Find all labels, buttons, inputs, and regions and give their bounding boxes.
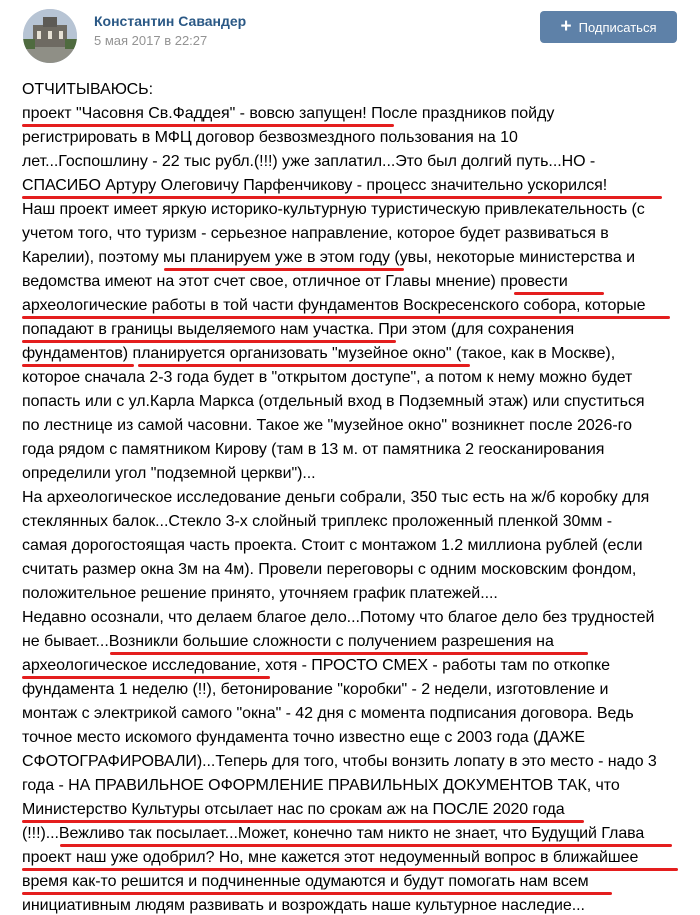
red-underline xyxy=(22,316,670,319)
red-underline xyxy=(22,676,270,679)
post-line: Министерство Культуры отсылает нас по срокам аж на ПОСЛЕ 2020 года xyxy=(22,801,565,818)
red-underline xyxy=(22,868,678,871)
post-line: инициативным людям развивать и возрождать наше культурное наследие... xyxy=(22,897,585,914)
red-underline xyxy=(138,364,470,367)
post-line: самая дорогостоящая часть проекта. Стоит с монтажом 1.2 миллиона рублей (если xyxy=(22,537,643,554)
post-line: проект наш уже одобрил? Но, мне кажется этот недоуменный вопрос в ближайшее xyxy=(22,849,639,866)
post-line: ведомства имеют на этот счет свое, отличное от Главы мнение) провести xyxy=(22,273,568,290)
post-line: СПАСИБО Артуру Олеговичу Парфенчикову - процесс значительно ускорился! xyxy=(22,177,608,194)
post-line: учетом того, что туризм - серьезное направление, которое будет развиваться в xyxy=(22,225,609,242)
post-line: фундаментов) планируется организовать "музейное окно" (такое, как в Москве), xyxy=(22,345,616,362)
post-line: определили угол "подземной церкви")... xyxy=(22,465,316,482)
red-underline xyxy=(22,820,584,823)
author-name[interactable]: Константин Савандер xyxy=(94,13,247,29)
post-line: СФОТОГРАФИРОВАЛИ)...Теперь для того, чтобы вонзить лопату в это место - надо 3 xyxy=(22,753,657,770)
post-line: фундамента 1 неделю (!!), бетонирование "коробки" - 2 недели, изготовление и xyxy=(22,681,609,698)
post-line: по лестнице из самой часовни. Такое же "музейное окно" возникнет после 2026-го xyxy=(22,417,632,434)
red-underline xyxy=(60,844,672,847)
red-underline xyxy=(22,364,134,367)
red-underline xyxy=(22,892,612,895)
post-line: точное место искомого фундамента точно известно еще с 2003 года (ДАЖЕ xyxy=(22,729,585,746)
post-line: попадают в границы выделяемого нам участка. При этом (для сохранения xyxy=(22,321,575,338)
subscribe-label: Подписаться xyxy=(578,19,657,35)
post-line: монтаж с электрикой самого "окна" - 42 дня с момента подписания договора. Ведь xyxy=(22,705,634,722)
post-line: археологическое исследование, хотя - ПРОСТО СМЕХ - работы там по откопке xyxy=(22,657,611,674)
red-underline xyxy=(22,124,394,127)
post-date[interactable]: 5 мая 2017 в 22:27 xyxy=(94,33,208,48)
red-underline xyxy=(514,292,604,295)
post-line: (!!!)...Вежливо так посылает...Может, конечно там никто не знает, что Будущий Глава xyxy=(22,825,645,842)
post-line: Карелии), поэтому мы планируем уже в этом году (увы, некоторые министерства и xyxy=(22,249,635,266)
post-line: регистрировать в МФЦ договор безвозмездного пользования на 10 xyxy=(22,129,518,146)
post-line: Наш проект имеет яркую историко-культурную туристическую привлекательность (с xyxy=(22,201,645,218)
plus-icon: + xyxy=(560,15,572,37)
post-line: время как-то решится и подчиненные одумаются и будут помогать нам всем xyxy=(22,873,589,890)
post-line: археологические работы в той части фундаментов Воскресенского собора, которые xyxy=(22,297,646,314)
post-line: года рядом с памятником Кирову (там в 13 м. от памятника 2 геосканирования xyxy=(22,441,605,458)
post-line: попасть или с ул.Карла Маркса (отдельный вход в Подземный этаж) или спуститься xyxy=(22,393,645,410)
post-line: лет...Госпошлину - 22 тыс рубл.(!!!) уже заплатил...Это был долгий путь...НО - xyxy=(22,153,596,170)
red-underline xyxy=(22,196,662,199)
post-line: ОТЧИТЫВАЮСЬ: xyxy=(22,81,154,98)
red-underline xyxy=(22,340,396,343)
post-line: не бывает...Возникли большие сложности с получением разрешения на xyxy=(22,633,554,650)
red-underline xyxy=(110,652,588,655)
post-line: положительное решение принято, уточняем график платежей.... xyxy=(22,585,498,602)
post-line: считать размер окна 3м на 4м). Провели переговоры с одним московским фондом, xyxy=(22,561,637,578)
post-line: Недавно осознали, что делаем благое дело...Потому что благое дело без трудностей xyxy=(22,609,655,626)
red-underline xyxy=(164,268,404,271)
post-line: На археологическое исследование деньги собрали, 350 тыс есть на ж/б коробку для xyxy=(22,489,650,506)
post-line: года - НА ПРАВИЛЬНОЕ ОФОРМЛЕНИЕ ПРАВИЛЬНЫХ ДОКУМЕНТОВ ТАК, что xyxy=(22,777,620,794)
post-line: которое сначала 2-3 года будет в "открытом доступе", а потом к нему можно будет xyxy=(22,369,633,386)
post-line: проект "Часовня Св.Фаддея" - вовсю запущен! После праздников пойду xyxy=(22,105,555,122)
post-line: стеклянных балок...Стекло 3-х слойный триплекс проложенный пленкой 30мм - xyxy=(22,513,612,530)
